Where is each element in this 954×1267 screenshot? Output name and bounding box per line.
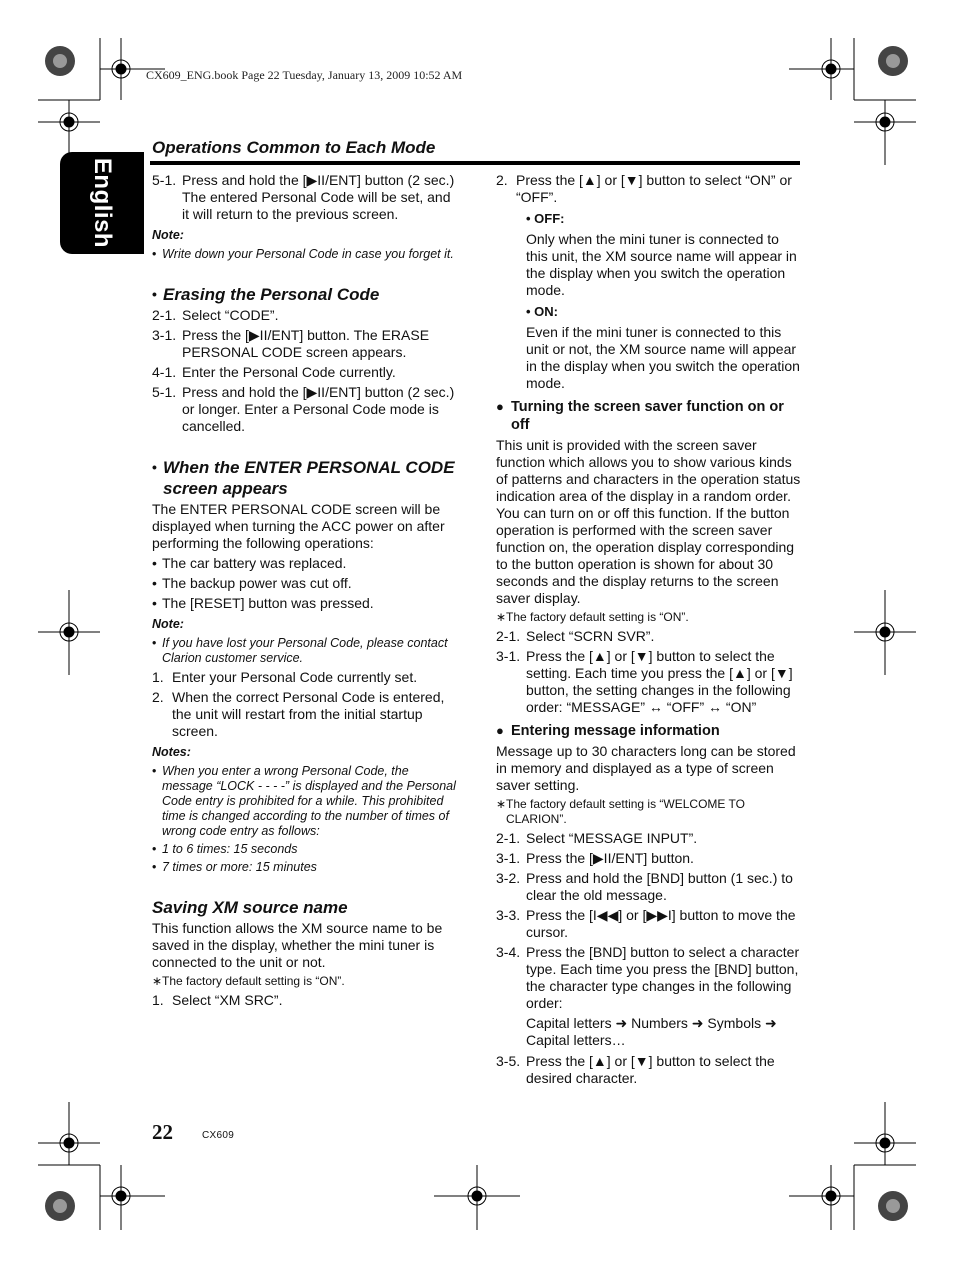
enter-bullet: • The backup power was cut off. xyxy=(152,575,458,592)
book-header: CX609_ENG.book Page 22 Tuesday, January 13, 2009 10:52 AM xyxy=(146,68,463,82)
factory-default: ∗ The factory default setting is “ON”. xyxy=(496,610,802,625)
enter-bullet: • The [RESET] button was pressed. xyxy=(152,595,458,612)
notes-label: Notes: xyxy=(152,745,191,759)
note: • When you enter a wrong Personal Code, the message “LOCK - - - -” is displayed and the Personal Code entry is prohibited for a while. This prohibited time is changed according to the number of times of wrong code entry as follows: xyxy=(152,764,458,839)
page-number: 22 xyxy=(152,1120,173,1144)
message-step: 3-4. Press the [BND] button to select a character type. Each time you press the [BND] button, the character type changes in the following order: xyxy=(496,944,800,1011)
note: • If you have lost your Personal Code, please contact Clarion customer service. xyxy=(152,636,458,666)
language-tab xyxy=(60,152,144,254)
erase-step: 5-1. Press and hold the [▶II/ENT] button (2 sec.) or longer. Enter a Personal Code mode is cancelled. xyxy=(152,384,455,434)
saver-step: 3-1. Press the [▲] or [▼] button to select the setting. Each time you press the [▲] or [▼] button, the setting changes in the following order: “MESSAGE” ↔ “OFF” ↔ “ON” xyxy=(496,648,793,715)
message-step: 2-1. Select “MESSAGE INPUT”. xyxy=(496,830,698,846)
saver-paragraph: This unit is provided with the screen saver function which allows you to show various kinds of patterns and characters in the operation status indication area of the display in a random order. You can turn on or off this function. If the button operation is performed with the screen saver function on, the operation display corresponding to the button operation is shown for about 30 seconds and the display returns to the screen saver display. xyxy=(496,437,801,606)
erase-step: 2-1. Select “CODE”. xyxy=(152,307,279,323)
note: • 1 to 6 times: 15 seconds xyxy=(152,842,458,857)
right-column xyxy=(496,172,802,1090)
left-column xyxy=(152,172,458,1012)
heading-message: ● Entering message information xyxy=(496,722,802,740)
message-step: 3-5. Press the [▲] or [▼] button to select the desired character. xyxy=(496,1053,775,1086)
enter-step: 2. When the correct Personal Code is entered, the unit will restart from the initial startup screen. xyxy=(152,689,445,739)
heading-enter-code: • When the ENTER PERSONAL CODE screen appears xyxy=(152,457,458,499)
heading-screen-saver: ● Turning the screen saver function on or off xyxy=(496,398,802,434)
step-2: 2. Press the [▲] or [▼] button to select “ON” or “OFF”. xyxy=(496,172,792,205)
message-step: 3-3. Press the [I◀◀] or [▶▶I] button to move the cursor. xyxy=(496,907,796,940)
section-title: Operations Common to Each Mode xyxy=(152,138,436,157)
heading-erasing: • Erasing the Personal Code xyxy=(152,284,458,305)
message-step: 3-2. Press and hold the [BND] button (1 sec.) to clear the old message. xyxy=(496,870,793,903)
step-5-1: 5-1. Press and hold the [▶II/ENT] button (2 sec.) The entered Personal Code will be set, and it will return to the previous screen. xyxy=(152,172,455,222)
language-tab-label: English xyxy=(89,157,116,249)
erase-step: 3-1. Press the [▶II/ENT] button. The ERASE PERSONAL CODE screen appears. xyxy=(152,327,430,360)
heading-saving: Saving XM source name xyxy=(152,898,348,917)
saving-paragraph: This function allows the XM source name to be saved in the display, whether the mini tuner is connected to the unit or not. xyxy=(152,920,443,970)
enter-paragraph: The ENTER PERSONAL CODE screen will be displayed when turning the ACC power on after performing the following operations: xyxy=(152,501,445,551)
on-label: • ON: xyxy=(526,304,558,319)
erase-step: 4-1. Enter the Personal Code currently. xyxy=(152,364,396,380)
on-text: Even if the mini tuner is connected to this unit or not, the XM source name will appear in the display when you switch the operation mode. xyxy=(526,324,800,391)
note-label: Note: xyxy=(152,228,184,242)
enter-step: 1. Enter your Personal Code currently set. xyxy=(152,669,418,685)
note: • 7 times or more: 15 minutes xyxy=(152,860,458,875)
off-label: • OFF: xyxy=(526,211,565,226)
section-rule xyxy=(150,161,800,165)
factory-default: ∗ The factory default setting is “ON”. xyxy=(152,974,458,989)
model-label: CX609 xyxy=(202,1130,235,1141)
message-paragraph: Message up to 30 characters long can be stored in memory and displayed as a type of screen saver setting. xyxy=(496,743,796,793)
message-step: 3-1. Press the [▶II/ENT] button. xyxy=(496,850,694,866)
char-order: Capital letters ➜ Numbers ➜ Symbols ➜ Capital letters… xyxy=(526,1015,777,1048)
off-text: Only when the mini tuner is connected to this unit, the XM source name will appear in the display when you switch the operation mode. xyxy=(526,231,797,298)
saver-step: 2-1. Select “SCRN SVR”. xyxy=(496,628,655,644)
note: • Write down your Personal Code in case you forget it. xyxy=(152,247,458,262)
factory-default: ∗ The factory default setting is “WELCOME TO CLARION”. xyxy=(496,797,802,827)
enter-bullet: • The car battery was replaced. xyxy=(152,555,458,572)
saving-step: 1. Select “XM SRC”. xyxy=(152,992,283,1008)
note-label: Note: xyxy=(152,617,184,631)
